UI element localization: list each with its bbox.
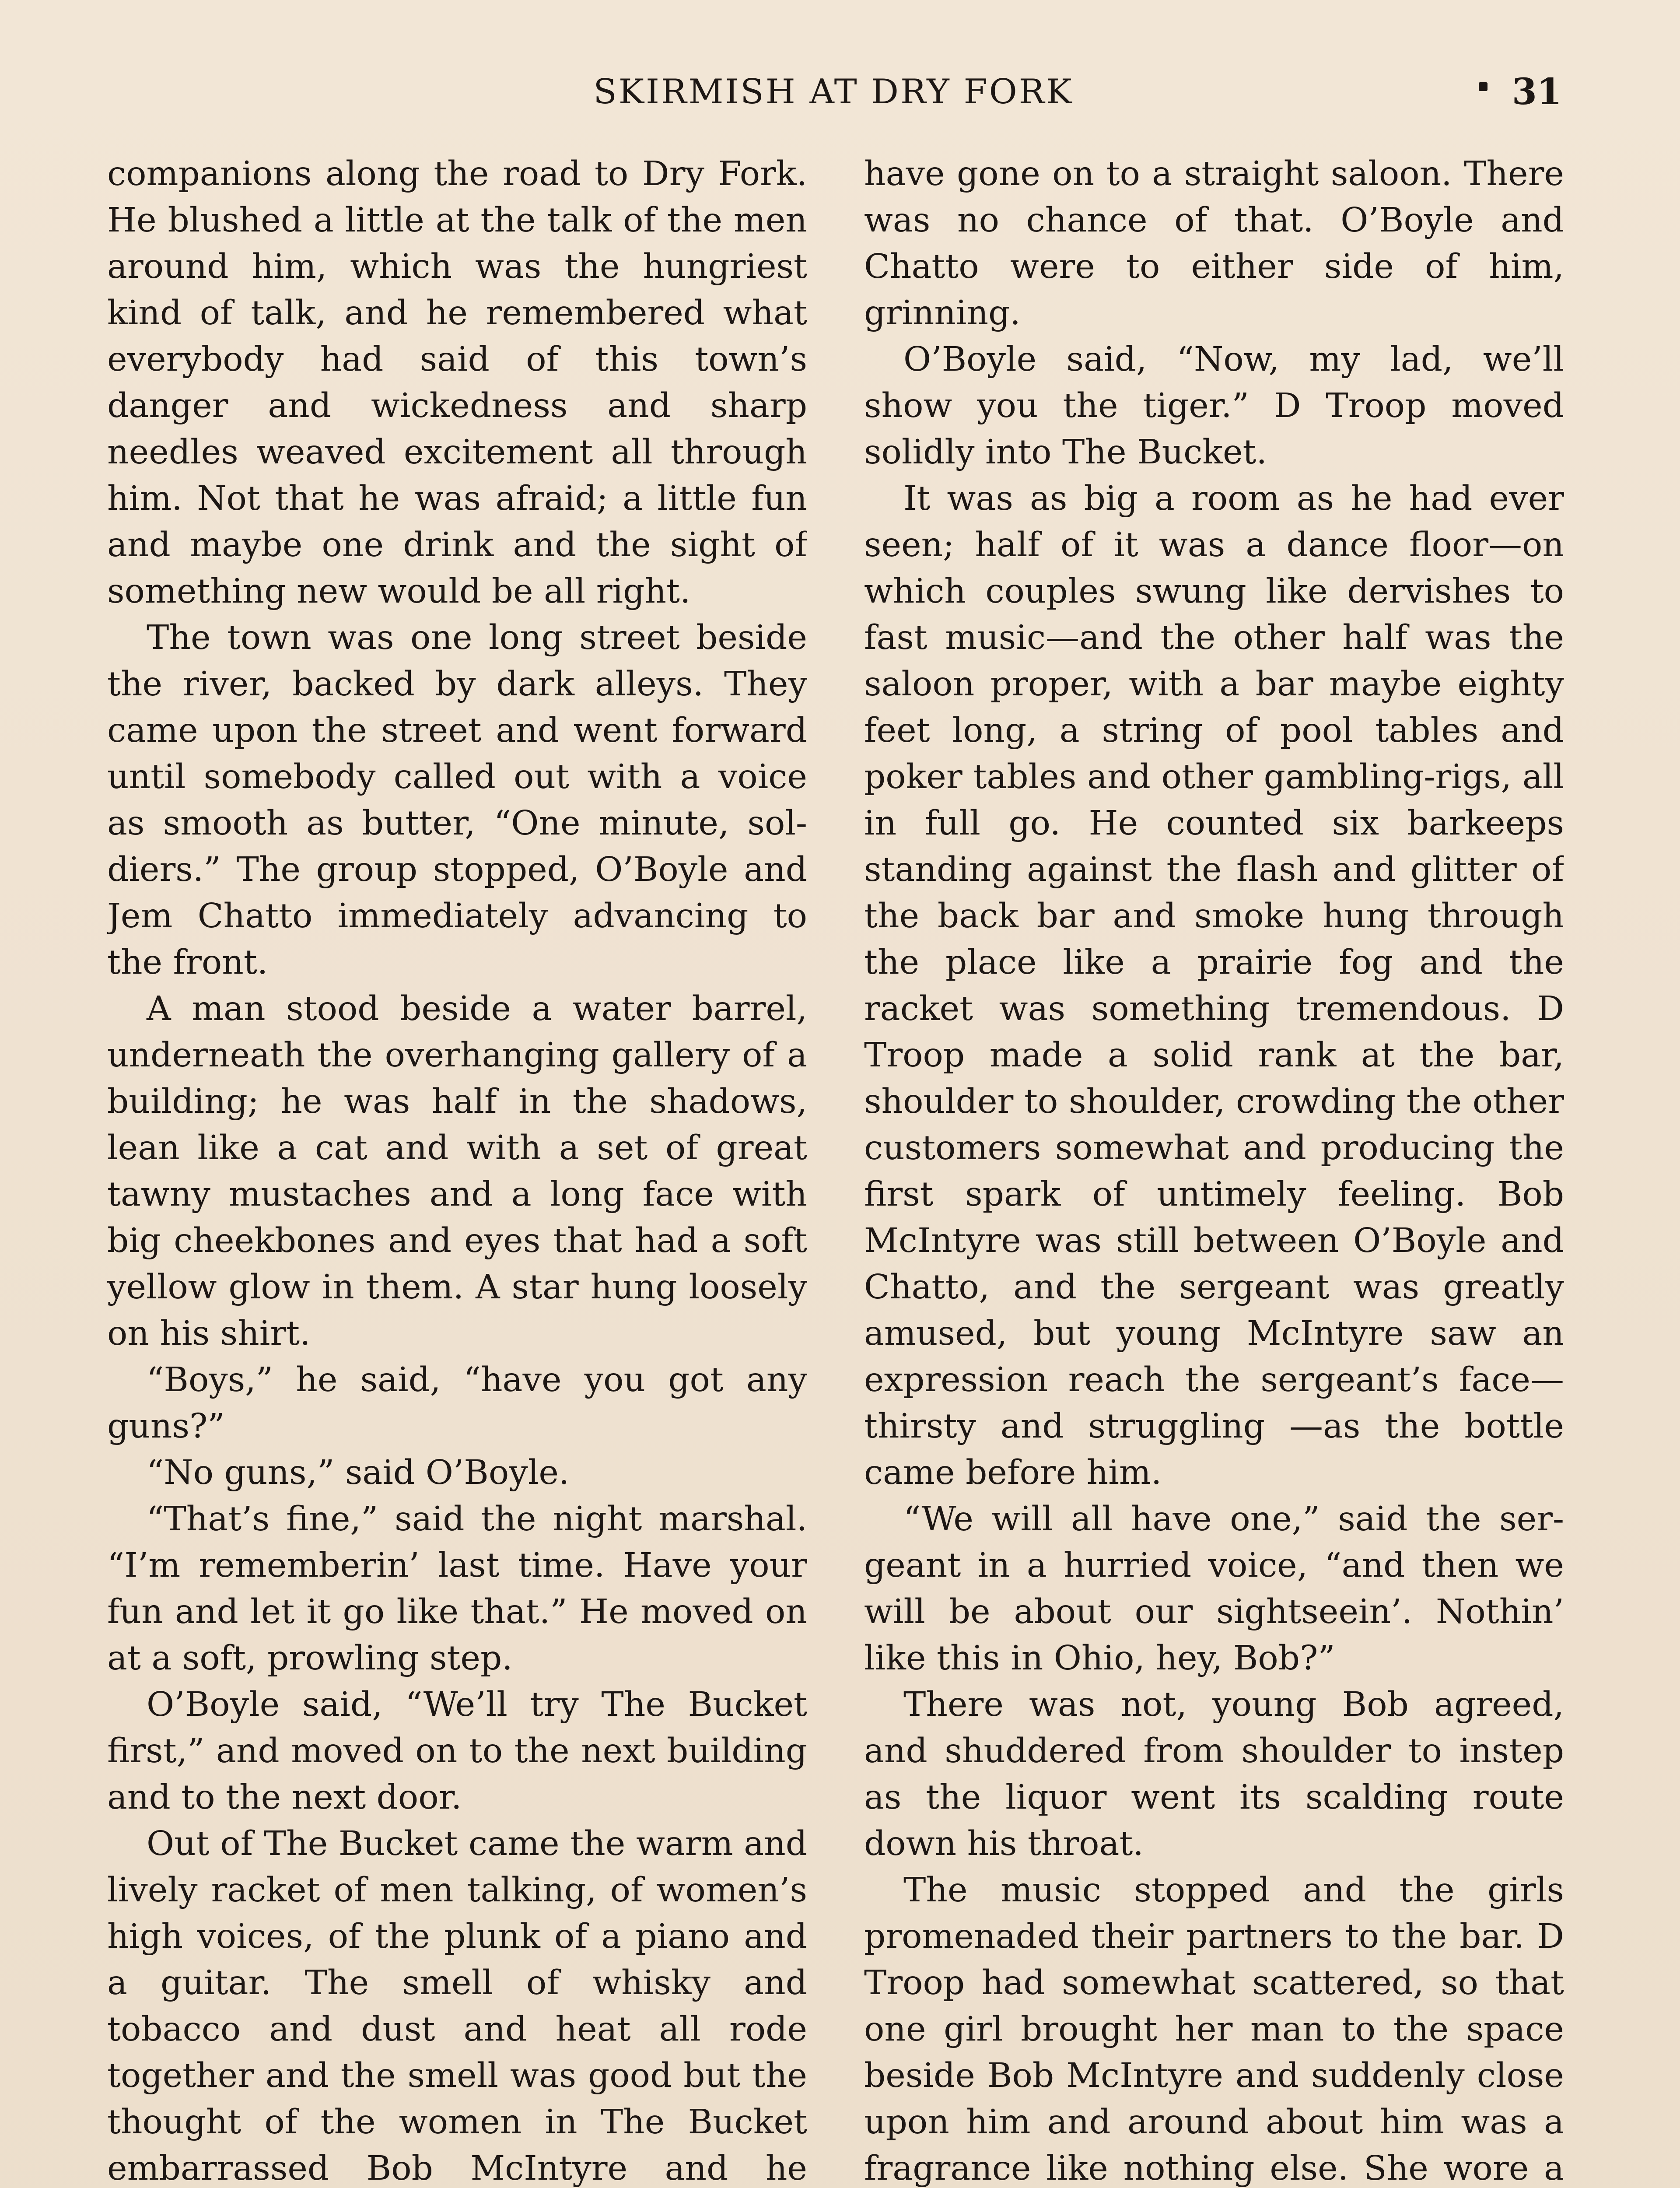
paragraph: “Boys,” he said, “have you got any guns?” — [107, 1360, 807, 1446]
paragraph: “No guns,” said O’Boyle. — [147, 1453, 570, 1492]
paragraph: The music stopped and the girls promenaded their partners to the bar. D Troop had somewhat scattered, so that one girl brought her man to the space beside Bob McIntyre and suddenly close upon him and around about him was a fragrance like nothing else. She wore a — [864, 1871, 1564, 2188]
page-number: 31 — [1512, 71, 1562, 113]
text-columns — [107, 151, 1562, 2188]
paragraph: O’Boyle said, “We’ll try The Bucket first,” and moved on to the next building and to the next door. — [107, 1685, 807, 1817]
paragraph: It was as big a room as he had ever seen; half of it was a dance floor—on which couples swung like dervishes to fast music—and the other half was the saloon proper, with a bar maybe eighty feet long, a string of pool tables and poker tables and other gambling-rigs, all in full go. He counted six barkeeps standing against the flash and glitter of the back bar and smoke hung through the place like a prairie fog and the racket was something tremendous. D Troop made a solid rank at the bar, shoulder to shoulder, crowding the other customers somewhat and producing the first spark of untimely feeling. Bob McIntyre was still between O’Boyle and Chatto, and the sergeant was greatly amused, but young McIntyre saw an expression reach the sergeant’s face—thirsty and struggling —as the bottle came before him. — [864, 479, 1564, 1492]
paragraph: A man stood beside a water barrel, underneath the overhanging gallery of a building; he was half in the shadows, lean like a cat and with a set of great tawny mustaches and a long face with big cheekbones and eyes that had a soft yellow glow in them. A star hung loosely on his shirt. — [107, 989, 807, 1353]
running-title: SKIRMISH AT DRY FORK — [593, 72, 1074, 112]
paragraph: Out of The Bucket came the warm and lively racket of men talking, of women’s high voices, of the plunk of a piano and a guitar. The smell of whisky and tobacco and dust and heat all rode together and the smell was good but the thought of the women in The Bucket embarrassed Bob McIntyre and he — [107, 1824, 807, 2188]
paragraph: companions along the road to Dry Fork. He blushed a little at the talk of the men around him, which was the hungriest kind of talk, and he remembered what everybody had said of this town’s danger and wickedness and sharp needles weaved excitement all through him. Not that he was afraid; a little fun and maybe one drink and the sight of something new would be all right. — [107, 154, 807, 611]
left-column — [107, 151, 807, 2188]
page-header — [105, 66, 1562, 118]
bullet-mark — [1479, 82, 1488, 91]
paragraph: There was not, young Bob agreed, and shuddered from shoulder to instep as the liquor went its scalding route down his throat. — [864, 1685, 1564, 1863]
paragraph: have gone on to a straight saloon. There was no chance of that. O’Boyle and Chatto were to either side of him, grinning. — [864, 154, 1564, 333]
paragraph: “That’s fine,” said the night marshal. “I’m rememberin’ last time. Have your fun and let it go like that.” He moved on at a soft, prowling step. — [107, 1500, 807, 1678]
right-column — [864, 151, 1564, 2188]
paragraph: “We will all have one,” said the sergeant in a hurried voice, “and then we will be about our sightseein’. Nothin’ like this in Ohio, hey, Bob?” — [864, 1500, 1564, 1678]
paragraph: The town was one long street beside the river, backed by dark alleys. They came upon the street and went forward until somebody called out with a voice as smooth as butter, “One minute, soldiers.” The group stopped, O’Boyle and Jem Chatto immediately advancing to the front. — [107, 618, 807, 982]
paragraph: O’Boyle said, “Now, my lad, we’ll show you the tiger.” D Troop moved solidly into The Bucket. — [864, 340, 1564, 472]
